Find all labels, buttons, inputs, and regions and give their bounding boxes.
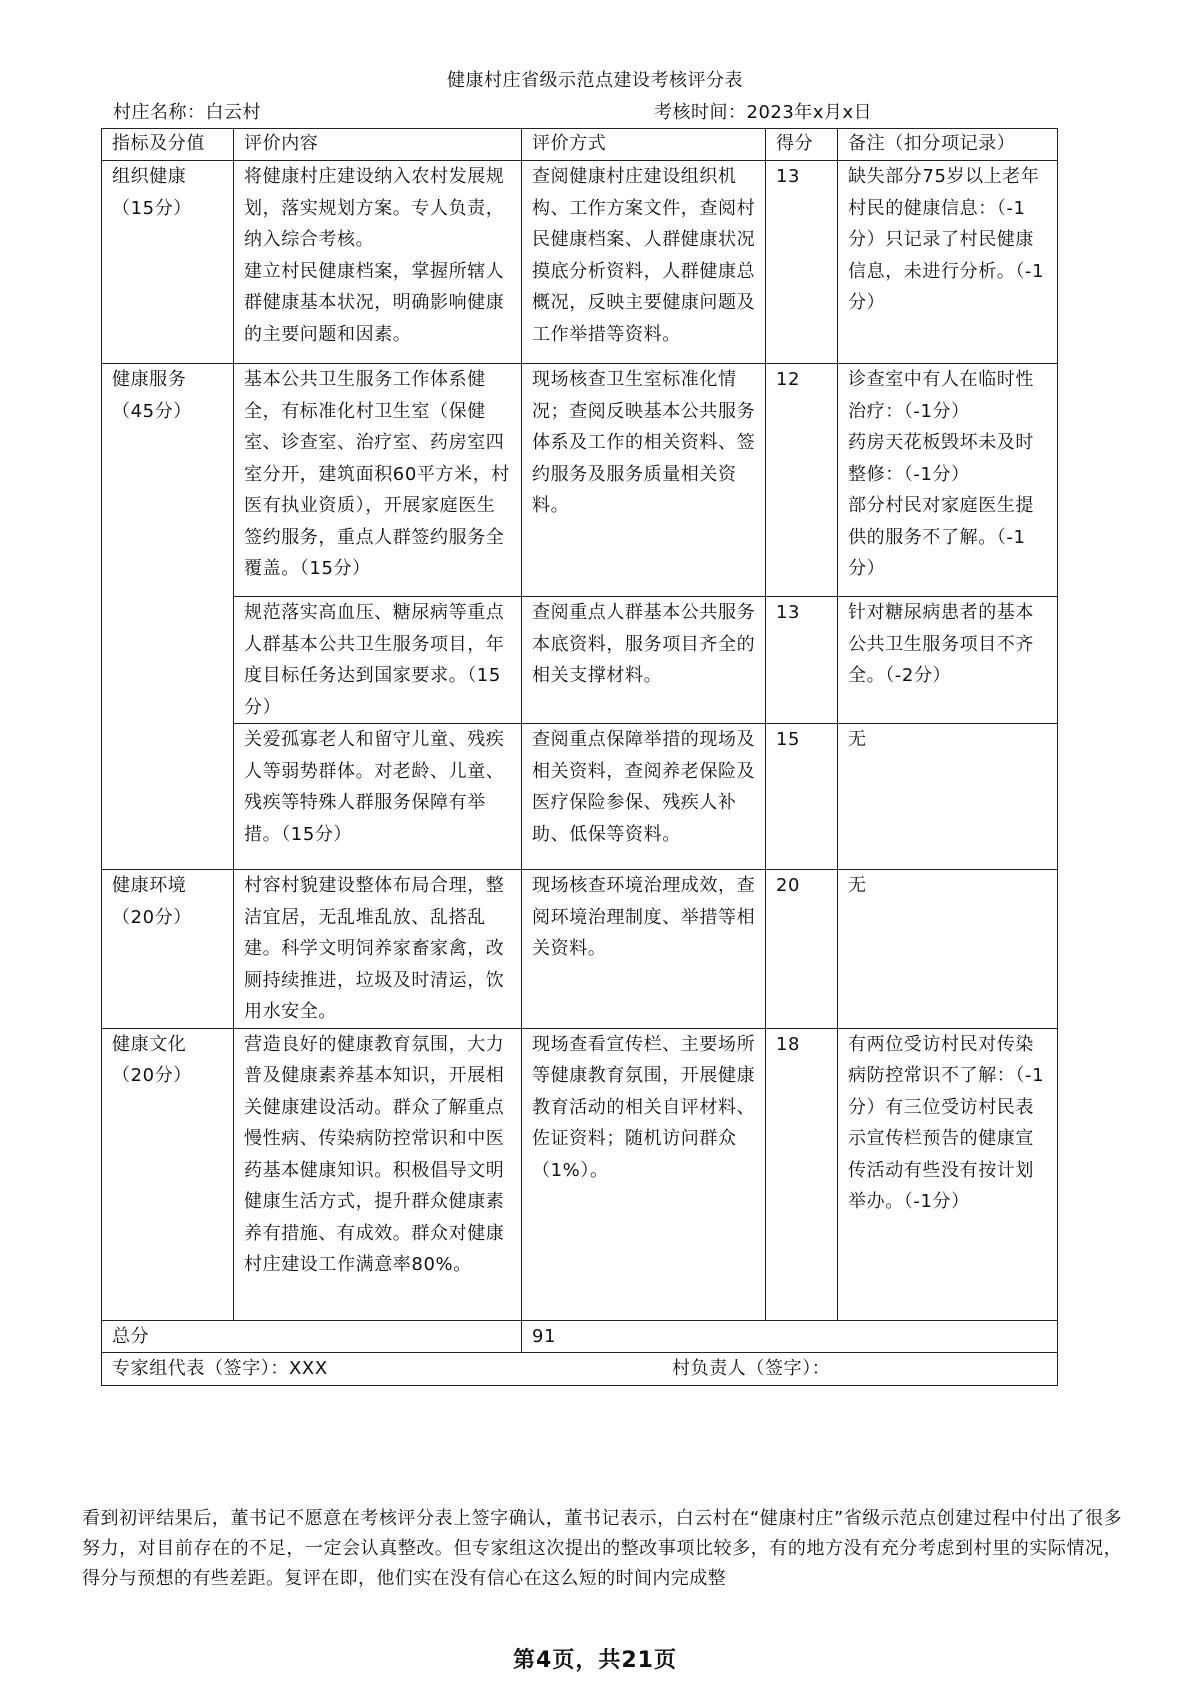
header-indicator: 指标及分值 — [102, 129, 234, 161]
page-number: 第4页，共21页 — [513, 1648, 677, 1673]
row-score: 12 — [766, 364, 838, 597]
row-content: 关爱孤寡老人和留守儿童、残疾人等弱势群体。对老龄、儿童、残疾等特殊人群服务保障有举措。（15分） — [234, 724, 522, 870]
table-row — [102, 870, 1058, 1029]
row-category: 健康服务 （45分） — [102, 364, 234, 870]
row-category: 健康文化 （20分） — [102, 1028, 234, 1320]
header-content: 评价内容 — [234, 129, 522, 161]
row-content: 规范落实高血压、糖尿病等重点人群基本公共卫生服务项目，年度目标任务达到国家要求。（15分） — [234, 597, 522, 724]
row-remark: 缺失部分75岁以上老年村民的健康信息：（-1分）只记录了村民健康信息，未进行分析。（-1分） — [838, 161, 1058, 364]
row-score: 13 — [766, 161, 838, 364]
row-remark: 无 — [838, 870, 1058, 1029]
row-method: 查阅重点保障举措的现场及相关资料，查阅养老保险及医疗保险参保、残疾人补助、低保等资料。 — [522, 724, 766, 870]
score-table-container — [101, 128, 1057, 1386]
table-header-row — [102, 129, 1058, 161]
table-row — [102, 1028, 1058, 1320]
header-remark: 备注（扣分项记录） — [838, 129, 1058, 161]
row-content: 营造良好的健康教育氛围，大力普及健康素养基本知识，开展相关健康建设活动。群众了解重点慢性病、传染病防控常识和中医药基本健康知识。积极倡导文明健康生活方式，提升群众健康素养有措施、有成效。群众对健康村庄建设工作满意率80%。 — [234, 1028, 522, 1320]
total-value: 91 — [522, 1320, 1058, 1353]
row-score: 20 — [766, 870, 838, 1029]
row-remark: 针对糖尿病患者的基本公共卫生服务项目不齐全。（-2分） — [838, 597, 1058, 724]
table-row — [102, 364, 1058, 597]
row-score: 15 — [766, 724, 838, 870]
row-content: 基本公共卫生服务工作体系健全，有标准化村卫生室（保健室、诊查室、治疗室、药房室四室分开，建筑面积60平方米，村医有执业资质），开展家庭医生签约服务，重点人群签约服务全覆盖。（15分） — [234, 364, 522, 597]
signature-row — [102, 1353, 1058, 1386]
score-table — [101, 128, 1058, 1386]
row-method: 现场查看宣传栏、主要场所等健康教育氛围，开展健康教育活动的相关自评材料、佐证资料；随机访问群众（1%）。 — [522, 1028, 766, 1320]
row-method: 现场核查环境治理成效，查阅环境治理制度、举措等相关资料。 — [522, 870, 766, 1029]
village-name: 村庄名称：白云村 — [113, 102, 261, 123]
row-method: 查阅健康村庄建设组织机构、工作方案文件，查阅村民健康档案、人群健康状况摸底分析资料，人群健康总概况，反映主要健康问题及工作举措等资料。 — [522, 161, 766, 364]
row-remark: 诊查室中有人在临时性治疗：（-1分） 药房天花板毁坏未及时整修：（-1分） 部分村民对家庭医生提供的服务不了解。（-1分） — [838, 364, 1058, 597]
document-title: 健康村庄省级示范点建设考核评分表 — [447, 70, 743, 91]
body-paragraph: 看到初评结果后，董书记不愿意在考核评分表上签字确认，董书记表示，白云村在“健康村庄”省级示范点创建过程中付出了很多努力，对目前存在的不足，一定会认真整改。但专家组这次提出的整改事项比较多，有的地方没有充分考虑到村里的实际情况，得分与预想的有些差距。复评在即，他们实在没有信心在这么短的时间内完成整 — [82, 1508, 1122, 1589]
row-method: 查阅重点人群基本公共服务本底资料，服务项目齐全的相关支撑材料。 — [522, 597, 766, 724]
table-row — [102, 161, 1058, 364]
assessment-time: 考核时间：2023年x月x日 — [654, 102, 873, 123]
row-category: 健康环境 （20分） — [102, 870, 234, 1029]
row-category: 组织健康 （15分） — [102, 161, 234, 364]
row-remark: 有两位受访村民对传染病防控常识不了解：（-1分）有三位受访村民表示宣传栏预告的健康宣传活动有些没有按计划举办。（-1分） — [838, 1028, 1058, 1320]
row-content: 将健康村庄建设纳入农村发展规划，落实规划方案。专人负责，纳入综合考核。 建立村民健康档案，掌握所辖人群健康基本状况，明确影响健康的主要问题和因素。 — [234, 161, 522, 364]
row-remark: 无 — [838, 724, 1058, 870]
signature-cell — [102, 1353, 1058, 1386]
village-signature: 村负责人（签字）： — [672, 1358, 831, 1379]
table-row — [102, 597, 1058, 724]
header-method: 评价方式 — [522, 129, 766, 161]
row-content: 村容村貌建设整体布局合理，整洁宜居，无乱堆乱放、乱搭乱建。科学文明饲养家畜家禽，改厕持续推进，垃圾及时清运，饮用水安全。 — [234, 870, 522, 1029]
row-score: 13 — [766, 597, 838, 724]
header-score: 得分 — [766, 129, 838, 161]
expert-signature: 专家组代表（签字）：XXX — [112, 1358, 328, 1379]
row-score: 18 — [766, 1028, 838, 1320]
table-row — [102, 724, 1058, 870]
total-label: 总分 — [102, 1320, 522, 1353]
total-row — [102, 1320, 1058, 1353]
row-method: 现场核查卫生室标准化情况；查阅反映基本公共服务体系及工作的相关资料、签约服务及服务质量相关资料。 — [522, 364, 766, 597]
